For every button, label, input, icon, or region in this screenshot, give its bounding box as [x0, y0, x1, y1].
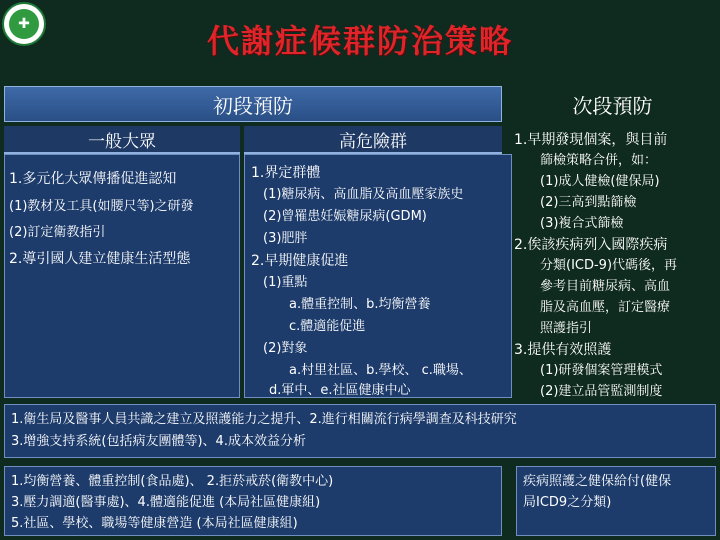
- agency-actions-box: [4, 466, 502, 536]
- secondary-prevention-panel: [514, 128, 718, 402]
- col1-line: 1.多元化大眾傳播促進認知: [9, 171, 177, 187]
- secondary-prevention-header: 次段預防: [572, 93, 653, 118]
- col2-line: a.體重控制、b.均衡營養: [289, 297, 431, 312]
- col3-line: 3.提供有效照護: [514, 342, 612, 358]
- shared-strategy-line: 3.增強支持系統(包括病友團體等)、4.成本效益分析: [11, 434, 306, 449]
- general-public-heading: 一般大眾: [4, 126, 240, 154]
- insurance-line: 疾病照護之健保給付(健保: [523, 474, 672, 489]
- col2-line: (1)重點: [263, 275, 308, 290]
- col3-line: 1.早期發現個案，與目前: [514, 132, 668, 148]
- agency-action-line: 3.壓力調適(醫事處)、4.體適能促進 (本局社區健康組): [11, 495, 321, 510]
- col3-line: (3)複合式篩檢: [540, 216, 624, 231]
- agency-action-line: 1.均衡營養、體重控制(食品處)、 2.拒菸戒菸(衛教中心): [11, 474, 334, 489]
- insurance-line: 局ICD9之分類): [523, 495, 612, 510]
- col3-line: 篩檢策略合併，如：: [540, 153, 658, 168]
- insurance-payment-box: [516, 466, 716, 536]
- col1-line: (1)教材及工具(如腰尺等)之研發: [9, 199, 194, 214]
- col2-line: a.村里社區、b.學校、 c.職場、: [289, 363, 472, 378]
- col3-line: (2)三高到點篩檢: [540, 195, 637, 210]
- shared-strategy-box: [4, 404, 716, 458]
- col2-line: 1.界定群體: [251, 165, 321, 181]
- col2-line: d.軍中、e.社區健康中心: [269, 383, 411, 398]
- col3-line: (1)研發個案管理模式: [540, 363, 663, 378]
- col3-line: 分類(ICD-9)代碼後，再: [540, 258, 678, 273]
- col3-line: 2.俟該疾病列入國際疾病: [514, 237, 668, 253]
- col1-line: 2.導引國人建立健康生活型態: [9, 251, 191, 267]
- general-public-panel: [4, 154, 240, 398]
- shared-strategy-line: 1.衛生局及醫事人員共識之建立及照護能力之提升、2.進行相關流行病學調查及科技研究: [11, 412, 517, 427]
- col3-line: 脂及高血壓，訂定醫療: [540, 300, 671, 315]
- col2-line: (1)糖尿病、高血脂及高血壓家族史: [263, 187, 464, 202]
- high-risk-heading: 高危險群: [244, 126, 502, 154]
- col3-line: (1)成人健檢(健保局): [540, 174, 660, 189]
- agency-action-line: 5.社區、學校、職場等健康營造 (本局社區健康組): [11, 516, 298, 531]
- col2-line: (2)曾罹患妊娠糖尿病(GDM): [263, 209, 427, 224]
- high-risk-panel: [244, 154, 512, 398]
- col2-line: c.體適能促進: [289, 319, 366, 334]
- col2-line: 2.早期健康促進: [251, 253, 349, 269]
- logo-mark-icon: ✚: [18, 16, 30, 32]
- col2-line: (3)肥胖: [263, 231, 308, 246]
- page-title: 代謝症候群防治策略: [206, 22, 513, 60]
- col2-line: (2)對象: [263, 341, 308, 356]
- col3-line: 參考目前糖尿病、高血: [540, 279, 671, 294]
- primary-prevention-header: 初段預防: [4, 86, 502, 122]
- col1-line: (2)訂定衛教指引: [9, 225, 106, 240]
- col3-line: 照護指引: [540, 321, 593, 336]
- col3-line: (2)建立品管監測制度: [540, 384, 663, 399]
